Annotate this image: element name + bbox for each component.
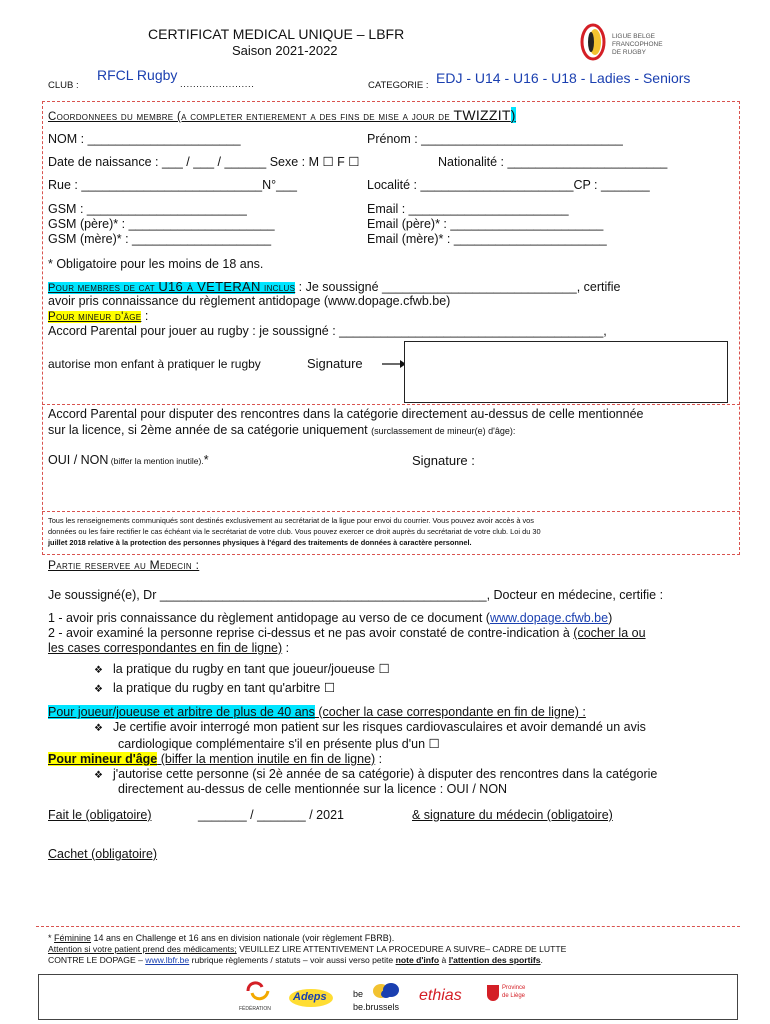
- footer-line-2: [48, 944, 566, 955]
- privacy-line-1: Tous les renseignements communiqués sont destinés exclusivement au secrétariat de la ligue pour envoi du courrier. Vous pouvez avoir accès à vos: [48, 516, 534, 525]
- be-brussels-text: be.brussels: [353, 1002, 400, 1012]
- surclassement-signature: Signature :: [412, 453, 475, 468]
- medecin-mineur-line: [48, 752, 382, 767]
- u16-text-2: avoir pris connaissance du règlement antidopage (www.dopage.cfwb.be): [48, 294, 451, 308]
- plus40-note: (cocher la case correspondante en fin de ligne) :: [314, 705, 586, 719]
- accord-parental-line[interactable]: Accord Parental pour jouer au rugby : je soussigné : ______________________________________,: [48, 324, 607, 338]
- plus40-line: [48, 705, 586, 720]
- bullet-arbitre[interactable]: [94, 681, 335, 697]
- medecin-item-2: [48, 626, 646, 641]
- medecin-item-1: [48, 611, 612, 626]
- rue-field[interactable]: Rue : __________________________N°___: [48, 178, 297, 192]
- u16-label-a: Pour membres de cat: [48, 282, 159, 294]
- medecin-mineur-end: :: [375, 752, 383, 766]
- federation-logo-icon: [244, 979, 274, 1003]
- footer-line-1: [48, 933, 394, 944]
- item1-text: 1 - avoir pris connaissance du règlement antidopage au verso de ce document (: [48, 611, 490, 625]
- bullet-diamond-icon: ❖: [94, 770, 103, 781]
- federation-text: FÉDÉRATION: [239, 1006, 271, 1012]
- bullet-diamond-icon: ❖: [94, 723, 103, 734]
- email-field[interactable]: Email : _______________________: [367, 202, 569, 216]
- u16-label: [48, 279, 296, 294]
- bullet-arbitre-text: la pratique du rugby en tant qu'arbitre ☐: [112, 681, 336, 695]
- document-title: CERTIFICAT MEDICAL UNIQUE – LBFR: [148, 26, 405, 42]
- nom-field[interactable]: NOM : ______________________: [48, 132, 241, 146]
- logo-text-3: DE RUGBY: [612, 49, 646, 56]
- medecin-mineur-note: (biffer la mention inutile en fin de ligne): [157, 752, 376, 766]
- arrow-right-icon: [382, 359, 406, 369]
- bullet-diamond-icon: ❖: [94, 684, 103, 695]
- footer-line3-b: rubrique règlements / statuts – voir aussi verso petite: [189, 955, 396, 965]
- medecin-je-soussigne[interactable]: Je soussigné(e), Dr _______________________________________________, Docteur en médecine, certifie :: [48, 588, 664, 602]
- oui-non-star: *: [203, 453, 209, 467]
- privacy-line-2: données ou les faire rectifier le cas échéant via le secrétariat de votre club. Vous pouvez exercer ce droit auprès du secrétariat de votre club. Loi du 30: [48, 527, 541, 536]
- liege-text-bottom: de Liège: [502, 993, 526, 999]
- dob-sex-field[interactable]: Date de naissance : ___ / ___ / ______ Sexe : M ☐ F ☐: [48, 155, 360, 169]
- divider-surclassement: [42, 404, 740, 405]
- localite-field[interactable]: Localité : ______________________CP : _______: [367, 178, 650, 192]
- gsm-pere-field[interactable]: GSM (père)* : _____________________: [48, 217, 275, 231]
- footer-line-3: [48, 955, 543, 966]
- club-dots: .......................: [180, 79, 255, 90]
- privacy-line-3: juillet 2018 relative à la protection des personnes physiques à l'égard des traitements de données à caractère personnel.: [48, 538, 472, 547]
- nationalite-field[interactable]: Nationalité : _______________________: [438, 155, 668, 169]
- medecin-mineur-label: Pour mineur d'âge: [48, 752, 158, 766]
- surclassement-line-2: [48, 423, 515, 439]
- email-pere-field[interactable]: Email (père)* : ______________________: [367, 217, 604, 231]
- cardio-line-2: cardiologique complémentaire s'il en présente plus d'un ☐: [118, 737, 440, 751]
- lbfr-link[interactable]: www.lbfr.be: [145, 955, 190, 965]
- item2-underline-1: (cocher la ou: [573, 626, 646, 640]
- club-value[interactable]: RFCL Rugby: [97, 67, 178, 83]
- footer-note-info: note d'info: [395, 955, 440, 965]
- bullet-joueur-text: la pratique du rugby en tant que joueur/joueuse ☐: [112, 662, 390, 676]
- liege-text-top: Province: [502, 985, 526, 991]
- footer-line3-d: .: [540, 955, 543, 965]
- signature-label: Signature: [307, 356, 363, 371]
- u16-label-b: U16 à VETERAN: [158, 279, 261, 294]
- cardio-line-1[interactable]: [94, 720, 646, 736]
- bullet-joueur[interactable]: [94, 662, 390, 678]
- liege-crest-icon: [487, 985, 499, 1001]
- cardio-text-1: Je certifie avoir interrogé mon patient sur les risques cardiovasculaires et avoir demandé un avis: [112, 720, 646, 734]
- logo-text-1: LIGUE BELGE: [612, 33, 655, 40]
- club-label: CLUB :: [48, 80, 79, 91]
- season-label: Saison 2021-2022: [232, 43, 338, 58]
- surclassement-line-1: Accord Parental pour disputer des rencontres dans la catégorie directement au-dessus de celle mentionnée: [48, 407, 644, 421]
- autorise-line-1[interactable]: [94, 767, 657, 783]
- sponsor-bar: [38, 974, 738, 1020]
- oui-non: OUI / NON: [48, 453, 109, 467]
- categorie-value[interactable]: EDJ - U14 - U16 - U18 - Ladies - Seniors: [436, 70, 691, 86]
- be-text: be: [353, 989, 364, 999]
- item2-end: :: [282, 641, 290, 655]
- member-heading-prefix: Coordonnees du membre (a completer entierement a des fins de mise a jour de: [48, 111, 454, 123]
- member-heading: [48, 108, 516, 125]
- lbfr-shield-icon: [578, 22, 608, 62]
- mineur-line: [48, 309, 148, 325]
- u16-label-c: inclus: [260, 282, 296, 294]
- medecin-item-2b: [48, 641, 289, 656]
- email-mere-field[interactable]: Email (mère)* : ______________________: [367, 232, 607, 246]
- plus40-label: Pour joueur/joueuse et arbitre de plus de 40 ans: [48, 705, 315, 719]
- mineur-colon: :: [141, 309, 149, 323]
- autorise-text-1: j'autorise cette personne (si 2è année de sa catégorie) à disputer des rencontres dans la catégorie: [112, 767, 658, 781]
- sponsor-adeps: [289, 983, 339, 1011]
- signature-medecin-label: & signature du médecin (obligatoire): [412, 808, 613, 822]
- surclassement-note: (surclassement de mineur(e) d'âge):: [371, 426, 516, 436]
- brussels-iris-icon: [369, 981, 405, 1001]
- item1-end: ): [608, 611, 613, 625]
- footer-attention-sportifs: l'attention des sportifs: [448, 955, 541, 965]
- oui-non-note: (biffer la mention inutile).: [108, 456, 204, 466]
- parent-signature-box[interactable]: [404, 341, 728, 403]
- adeps-text: Adeps: [293, 991, 327, 1003]
- surclassement-text: sur la licence, si 2ème année de sa catégorie uniquement: [48, 423, 372, 437]
- prenom-field[interactable]: Prénom : _____________________________: [367, 132, 623, 146]
- footer-feminine: Féminine: [54, 933, 92, 943]
- footer-line3-c: à: [439, 955, 449, 965]
- footer-divider: [36, 926, 740, 927]
- ethias-text: ethias: [419, 987, 462, 1004]
- member-heading-brand: TWIZZIT: [453, 107, 511, 123]
- footer-line1-rest: 14 ans en Challenge et 16 ans en division nationale (voir règlement FBRB).: [91, 933, 395, 943]
- u16-text[interactable]: : Je soussigné ____________________________, certifie: [295, 280, 621, 294]
- footer-line2-rest: VEUILLEZ LIRE ATTENTIVEMENT LA PROCEDURE A SUIVRE– CADRE DE LUTTE: [236, 944, 567, 954]
- fait-le-label: Fait le (obligatoire): [48, 808, 152, 822]
- divider-privacy: [42, 511, 740, 512]
- cachet-label: Cachet (obligatoire): [48, 847, 158, 861]
- footer-attention: Attention si votre patient prend des médicaments;: [48, 944, 237, 954]
- obligatoire-note: * Obligatoire pour les moins de 18 ans.: [48, 257, 264, 271]
- mineur-label: Pour mineur d'âge: [48, 311, 142, 323]
- autorise-text: autorise mon enfant à pratiquer le rugby: [48, 357, 261, 371]
- logo-text-2: FRANCOPHONE: [612, 41, 663, 48]
- bullet-diamond-icon: ❖: [94, 665, 103, 676]
- item2-underline-2: les cases correspondantes en fin de ligne): [48, 641, 283, 655]
- gsm-field[interactable]: GSM : _______________________: [48, 202, 247, 216]
- sponsor-liege: [487, 983, 547, 1011]
- item2-text: 2 - avoir examiné la personne reprise ci-dessus et ne pas avoir constaté de contre-indication à: [48, 626, 574, 640]
- medecin-heading: Partie reservee au Medecin :: [48, 558, 200, 572]
- member-heading-suffix: ): [510, 107, 516, 123]
- categorie-label: CATEGORIE :: [368, 80, 429, 91]
- autorise-line-2: directement au-dessus de celle mentionnée sur la licence : OUI / NON: [118, 782, 508, 796]
- footer-star: *: [48, 933, 55, 943]
- date-field[interactable]: _______ / _______ / 2021: [198, 808, 344, 822]
- dopage-link[interactable]: www.dopage.cfwb.be: [489, 611, 609, 625]
- lbfr-logo: [578, 22, 698, 62]
- footer-line3-a: CONTRE LE DOPAGE –: [48, 955, 146, 965]
- sponsor-federation: [239, 979, 279, 1015]
- oui-non-line[interactable]: [48, 453, 209, 469]
- gsm-mere-field[interactable]: GSM (mère)* : ____________________: [48, 232, 272, 246]
